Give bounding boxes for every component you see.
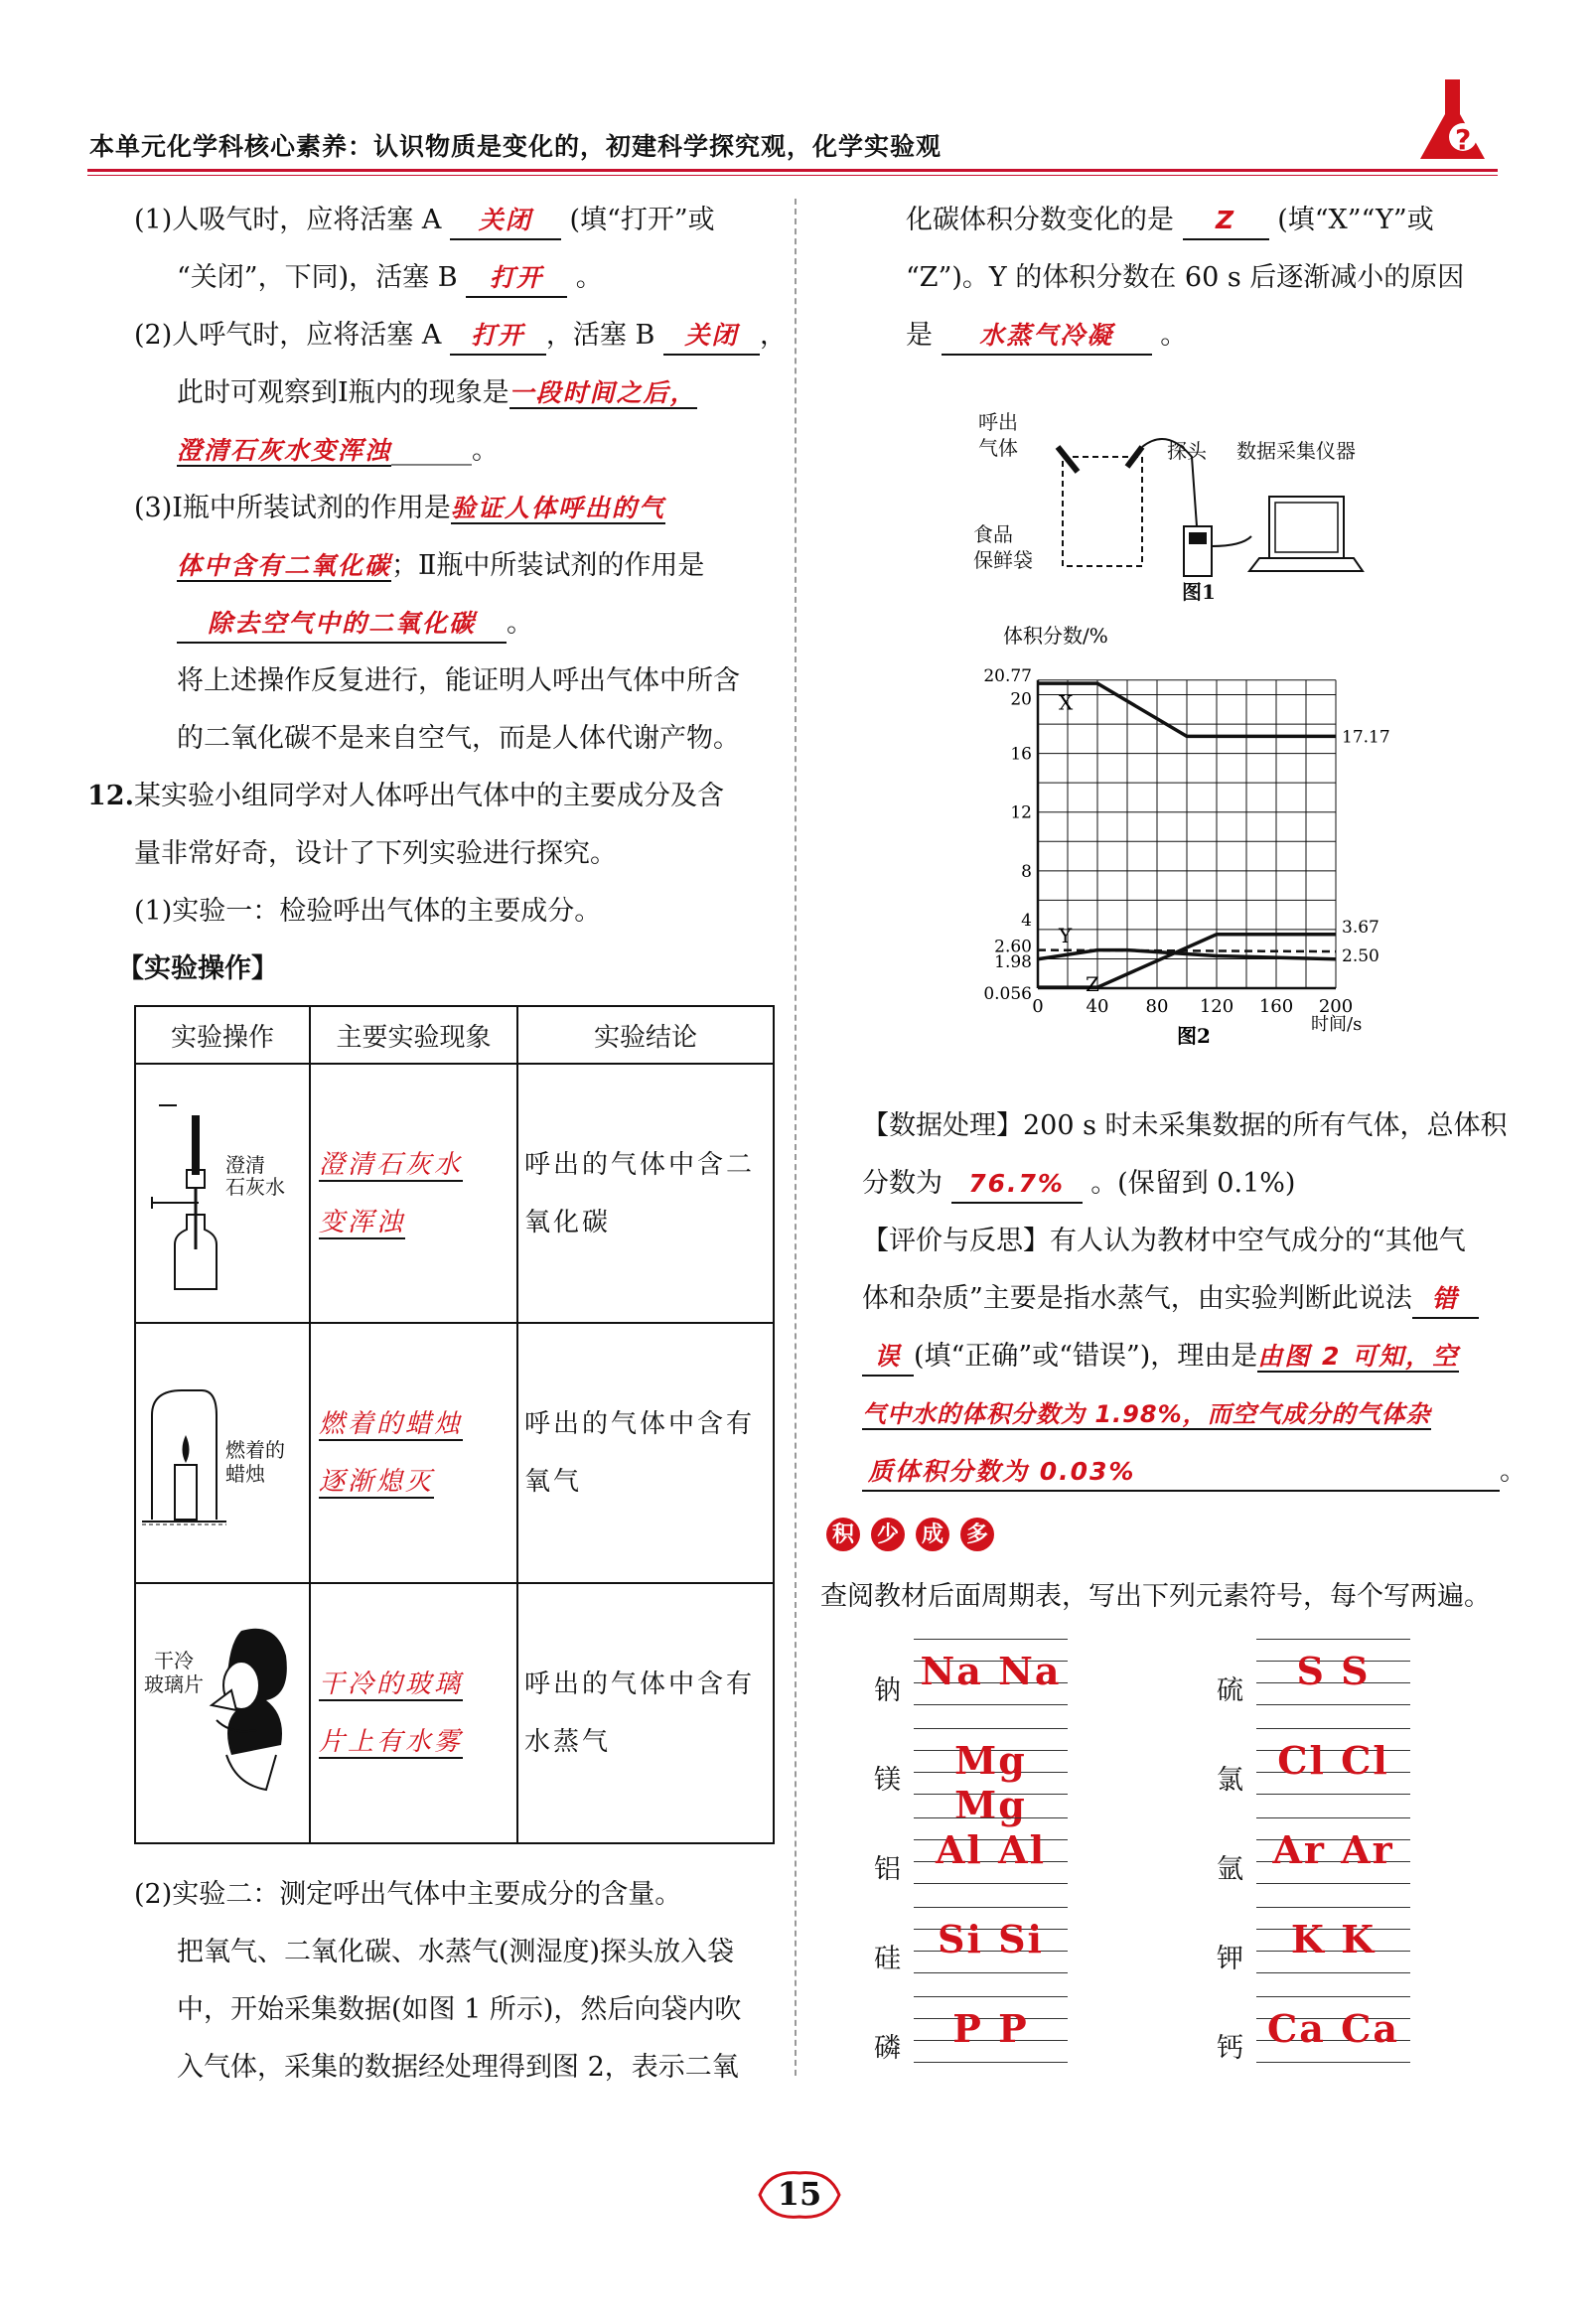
chart-y-tick: 0.056 bbox=[983, 984, 1032, 1005]
chart-series-label: Y bbox=[1059, 924, 1073, 948]
apparatus-cell bbox=[135, 1583, 310, 1843]
question-2-line3: 澄清石灰水变浑浊______。 bbox=[177, 435, 500, 466]
chart-x-tick: 80 bbox=[1145, 996, 1169, 1017]
element-name: 镁 bbox=[874, 1765, 901, 1796]
element-writing-box bbox=[914, 1728, 1068, 1827]
apparatus-label: 干冷 玻璃片 bbox=[144, 1649, 204, 1696]
column-divider bbox=[795, 199, 797, 2076]
figure-1-apparatus bbox=[953, 397, 1400, 606]
element-writing-box bbox=[1256, 1907, 1410, 1976]
table-header: 实验操作 bbox=[135, 1006, 310, 1064]
figure-1-label: 探头 bbox=[1167, 439, 1207, 463]
element-writing-box bbox=[914, 1907, 1068, 1976]
element-symbol: Na Na bbox=[920, 1649, 1062, 1693]
evaluation-text: 【评价与反思】有人认为教材中空气成分的“其他气 bbox=[862, 1226, 1466, 1256]
question-2-line2: 此时可观察到Ⅰ瓶内的现象是一段时间之后， bbox=[177, 377, 697, 408]
question-3-line2: 体中含有二氧化碳；Ⅱ瓶中所装试剂的作用是 bbox=[177, 550, 705, 581]
element-symbol: Mg Mg bbox=[954, 1738, 1027, 1827]
element-symbol: K K bbox=[1290, 1917, 1377, 1961]
question-3: (3)Ⅰ瓶中所装试剂的作用是验证人体呼出的气 bbox=[134, 493, 665, 523]
figure-1-label: 食品 保鲜袋 bbox=[973, 522, 1033, 572]
answer-blank: 关闭 bbox=[663, 318, 760, 356]
flask-logo-icon bbox=[1405, 70, 1505, 179]
chart-y-tick: 20 bbox=[1010, 689, 1032, 710]
header-rule bbox=[87, 169, 1498, 172]
element-writing-box bbox=[914, 1817, 1068, 1887]
element-name: 氯 bbox=[1217, 1765, 1243, 1796]
chart-y-tick: 12 bbox=[1010, 802, 1032, 823]
figure-1-caption: 图1 bbox=[1182, 580, 1216, 604]
evaluation-line3: 误 (填“正确”或“错误”)，理由是由图 2 可知，空 bbox=[862, 1339, 1459, 1377]
element-symbol: Ca Ca bbox=[1267, 2006, 1399, 2051]
figure-1-label: 数据采集仪器 bbox=[1236, 439, 1356, 463]
evaluation-line4: 气中水的体积分数为 1.98%，而空气成分的气体杂 bbox=[862, 1400, 1431, 1428]
periodic-intro: 查阅教材后面周期表，写出下列元素符号，每个写两遍。 bbox=[820, 1581, 1491, 1612]
paragraph: 中，开始采集数据(如图 1 所示)，然后向袋内吹 bbox=[177, 1994, 742, 2025]
chart-data-label: 3.67 bbox=[1342, 917, 1379, 938]
phenomenon-cell: 干冷的玻璃 片上有水雾 bbox=[310, 1583, 517, 1843]
section-heading: 【实验操作】 bbox=[117, 953, 278, 984]
chart-x-tick: 200 bbox=[1318, 996, 1354, 1017]
section-badge: 多 bbox=[960, 1518, 994, 1551]
chart-data-label: 17.17 bbox=[1342, 727, 1390, 748]
element-writing-box bbox=[1256, 1639, 1410, 1708]
section-badge: 成 bbox=[916, 1518, 949, 1551]
page-header-title: 本单元化学科核心素养：认识物质是变化的，初建科学探究观，化学实验观 bbox=[89, 132, 943, 161]
element-name: 硫 bbox=[1217, 1675, 1243, 1706]
chart-series-label: X bbox=[1059, 690, 1074, 715]
figure-2-chart bbox=[963, 621, 1420, 1058]
element-writing-box bbox=[1256, 1817, 1410, 1887]
element-writing-box bbox=[914, 1639, 1068, 1708]
page-number: 15 bbox=[777, 2175, 822, 2213]
question-3-line3: 除去空气中的二氧化碳 。 bbox=[177, 606, 533, 644]
element-name: 铝 bbox=[874, 1854, 901, 1885]
table-header: 实验结论 bbox=[517, 1006, 774, 1064]
experiment-table bbox=[134, 1005, 775, 1844]
evaluation-line5: 质体积分数为 0.03% 。 bbox=[862, 1454, 1526, 1492]
answer-blank: 关闭 bbox=[450, 203, 561, 240]
apparatus-label: 澄清 石灰水 bbox=[225, 1153, 285, 1199]
chart-title: 图2 bbox=[1177, 1024, 1211, 1048]
chart-y-tick: 8 bbox=[1021, 861, 1032, 882]
phenomenon-cell: 澄清石灰水 变浑浊 bbox=[310, 1064, 517, 1323]
section-badge: 少 bbox=[871, 1518, 905, 1551]
chart-series-label: Z bbox=[1086, 971, 1099, 996]
conclusion-cell: 呼出的气体中含有 水蒸气 bbox=[517, 1583, 774, 1843]
chart-series-line bbox=[1038, 950, 1336, 951]
question-1-line2: “关闭”，下同)，活塞 B 打开 。 bbox=[177, 260, 603, 298]
chart-y-label: 体积分数/% bbox=[1003, 624, 1108, 648]
chart-x-tick: 40 bbox=[1086, 996, 1109, 1017]
element-symbol: S S bbox=[1296, 1649, 1371, 1693]
answer-blank: 打开 bbox=[450, 318, 546, 356]
svg-text:?: ? bbox=[1455, 123, 1472, 156]
table-row bbox=[135, 1064, 774, 1323]
element-symbol: Ar Ar bbox=[1272, 1827, 1394, 1872]
figure-1-label: 呼出 气体 bbox=[978, 410, 1018, 460]
question-2: (2)人呼气时，应将活塞 A 打开 ，活塞 B 关闭 ， bbox=[134, 318, 787, 356]
chart-y-tick: 4 bbox=[1021, 910, 1032, 931]
element-name: 钠 bbox=[874, 1675, 901, 1706]
element-name: 磷 bbox=[874, 2033, 901, 2064]
question-number: 12. bbox=[87, 781, 134, 811]
question-12-text: 某实验小组同学对人体呼出气体中的主要成分及含 bbox=[134, 781, 724, 811]
element-writing-box bbox=[1256, 1728, 1410, 1798]
chart-x-tick: 160 bbox=[1258, 996, 1294, 1017]
chart-y-tick: 16 bbox=[1010, 744, 1032, 765]
apparatus-cell bbox=[135, 1064, 310, 1323]
element-writing-box bbox=[914, 1996, 1068, 2066]
experiment-1-title: (1)实验一：检验呼出气体的主要成分。 bbox=[134, 896, 602, 927]
experiment-2-title: (2)实验二：测定呼出气体中主要成分的含量。 bbox=[134, 1879, 682, 1910]
chart-y-tick: 1.98 bbox=[994, 951, 1032, 972]
conclusion-cell: 呼出的气体中含二 氧化碳 bbox=[517, 1064, 774, 1323]
table-row bbox=[135, 1323, 774, 1583]
paragraph: 的二氧化碳不是来自空气，而是人体代谢产物。 bbox=[177, 723, 740, 754]
chart-x-tick: 0 bbox=[1032, 996, 1044, 1017]
element-name: 钙 bbox=[1217, 2033, 1243, 2064]
table-header: 主要实验现象 bbox=[310, 1006, 517, 1064]
girl-breathing-icon bbox=[137, 1586, 304, 1834]
question-12-text: 量非常好奇，设计了下列实验进行探究。 bbox=[134, 838, 617, 869]
apparatus-cell bbox=[135, 1323, 310, 1583]
chart-x-label: 时间/s bbox=[1311, 1014, 1363, 1035]
element-name: 硅 bbox=[874, 1944, 901, 1974]
element-name: 氩 bbox=[1217, 1854, 1243, 1885]
element-symbol: P P bbox=[952, 2006, 1029, 2051]
element-symbol: Si Si bbox=[938, 1917, 1044, 1961]
data-processing-line2: 分数为 76.7% 。(保留到 0.1%) bbox=[862, 1166, 1295, 1204]
right-question-line1: 化碳体积分数变化的是 Z (填“X”“Y”或 bbox=[906, 203, 1434, 240]
element-writing-box bbox=[1256, 1996, 1410, 2066]
answer-blank: 打开 bbox=[466, 260, 567, 298]
paragraph: 入气体，采集的数据经处理得到图 2，表示二氧 bbox=[177, 2052, 739, 2083]
apparatus-label: 燃着的 蜡烛 bbox=[225, 1438, 285, 1486]
question-1: (1)人吸气时，应将活塞 A 关闭 (填“打开”或 bbox=[134, 203, 715, 240]
element-name: 钾 bbox=[1217, 1944, 1243, 1974]
chart-data-label: 2.50 bbox=[1342, 946, 1379, 967]
table-row bbox=[135, 1583, 774, 1843]
phenomenon-cell: 燃着的蜡烛 逐渐熄灭 bbox=[310, 1323, 517, 1583]
right-question-line2: “Z”)。Y 的体积分数在 60 s 后逐渐减小的原因 bbox=[906, 262, 1465, 293]
section-badge: 积 bbox=[826, 1518, 860, 1551]
chart-y-tick: 2.60 bbox=[994, 937, 1032, 957]
paragraph: 把氧气、二氧化碳、水蒸气(测湿度)探头放入袋 bbox=[177, 1937, 735, 1967]
element-symbol: Cl Cl bbox=[1277, 1738, 1389, 1783]
element-symbol: Al Al bbox=[935, 1827, 1047, 1872]
evaluation-line2: 体和杂质”主要是指水蒸气，由实验判断此说法 错 bbox=[862, 1281, 1479, 1319]
chart-x-tick: 120 bbox=[1199, 996, 1234, 1017]
data-processing-text: 【数据处理】200 s 时未采集数据的所有气体，总体积 bbox=[862, 1110, 1508, 1141]
chart-y-tick: 20.77 bbox=[983, 666, 1032, 687]
conclusion-cell: 呼出的气体中含有 氧气 bbox=[517, 1323, 774, 1583]
header-rule-thin bbox=[87, 175, 1498, 176]
right-question-line3: 是 水蒸气冷凝 。 bbox=[906, 318, 1187, 356]
paragraph: 将上述操作反复进行，能证明人呼出气体中所含 bbox=[177, 665, 740, 696]
